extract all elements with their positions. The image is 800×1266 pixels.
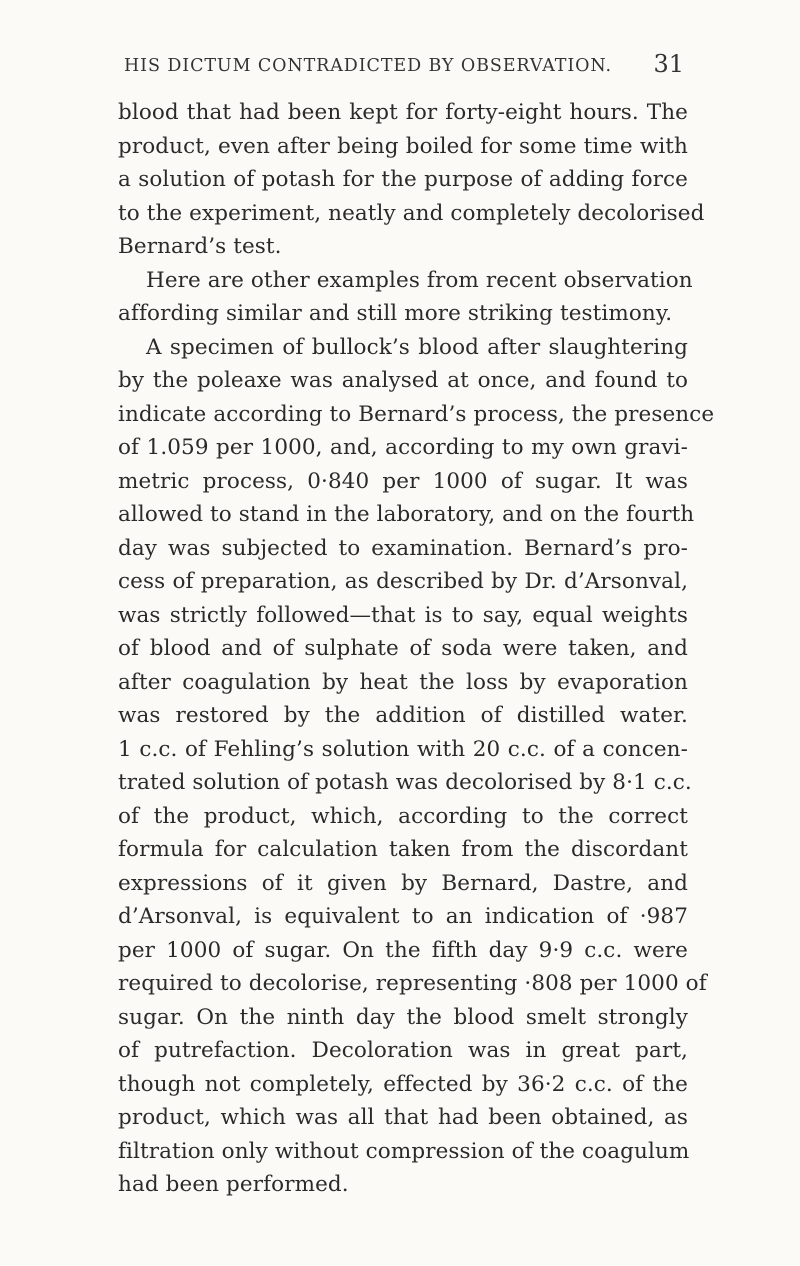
text-line: metric process, 0·840 per 1000 of sugar. It was — [118, 468, 688, 494]
text-line: was strictly followed—that is to say, equal weights — [118, 602, 688, 628]
text-line: 1 c.c. of Fehling’s solution with 20 c.c. of a concen- — [118, 736, 688, 762]
text-line: per 1000 of sugar. On the fifth day 9·9 c.c. were — [118, 937, 688, 963]
text-line: indicate according to Bernard’s process, the presence — [118, 401, 715, 427]
text-line: by the poleaxe was analysed at once, and found to — [118, 368, 688, 393]
text-line: had been performed. — [118, 1172, 349, 1197]
text-line: cess of preparation, as described by Dr. d’Arsonval, — [118, 569, 688, 594]
text-line: blood that had been kept for forty-eight hours. The — [118, 100, 688, 125]
text-line: filtration only without compression of the coagulum — [118, 1138, 690, 1164]
text-line: A specimen of bullock’s blood after slaughtering — [146, 334, 688, 360]
text-line: was restored by the addition of distilled water. — [118, 703, 688, 728]
text-line: of blood and of sulphate of soda were taken, and — [118, 636, 688, 661]
text-line: product, which was all that had been obtained, as — [118, 1105, 688, 1130]
text-line: product, even after being boiled for some time with — [118, 133, 688, 159]
running-head — [124, 50, 684, 82]
text-line: Bernard’s test. — [118, 234, 282, 259]
text-line: expressions of it given by Bernard, Dastre, and — [118, 870, 688, 896]
text-line: a solution of potash for the purpose of adding force — [118, 167, 688, 192]
text-line: allowed to stand in the laboratory, and on the fourth — [118, 502, 695, 527]
text-line: though not completely, effected by 36·2 c.c. of the — [118, 1071, 688, 1097]
text-line: affording similar and still more striking testimony. — [118, 301, 673, 326]
text-line: required to decolorise, representing ·808 per 1000 of — [118, 971, 707, 996]
text-line: to the experiment, neatly and completely decolorised — [118, 200, 705, 226]
text-line: after coagulation by heat the loss by evaporation — [118, 669, 688, 695]
text-line: day was subjected to examination. Bernard’s pro- — [118, 535, 688, 561]
text-line: formula for calculation taken from the discordant — [118, 837, 688, 862]
text-line: of the product, which, according to the correct — [118, 803, 688, 829]
running-title: HIS DICTUM CONTRADICTED BY OBSERVATION. — [124, 56, 612, 76]
text-line: Here are other examples from recent observation — [146, 267, 693, 293]
text-line: d’Arsonval, is equivalent to an indication of ·987 — [118, 904, 688, 929]
text-line: of putrefaction. Decoloration was in great part, — [118, 1038, 688, 1063]
text-line: of 1.059 per 1000, and, according to my own gravi- — [118, 435, 688, 460]
text-line: sugar. On the ninth day the blood smelt strongly — [118, 1004, 688, 1030]
text-line: trated solution of potash was decolorised by 8·1 c.c. — [118, 770, 692, 795]
page-number: 31 — [653, 50, 684, 78]
body-text — [118, 96, 715, 1202]
